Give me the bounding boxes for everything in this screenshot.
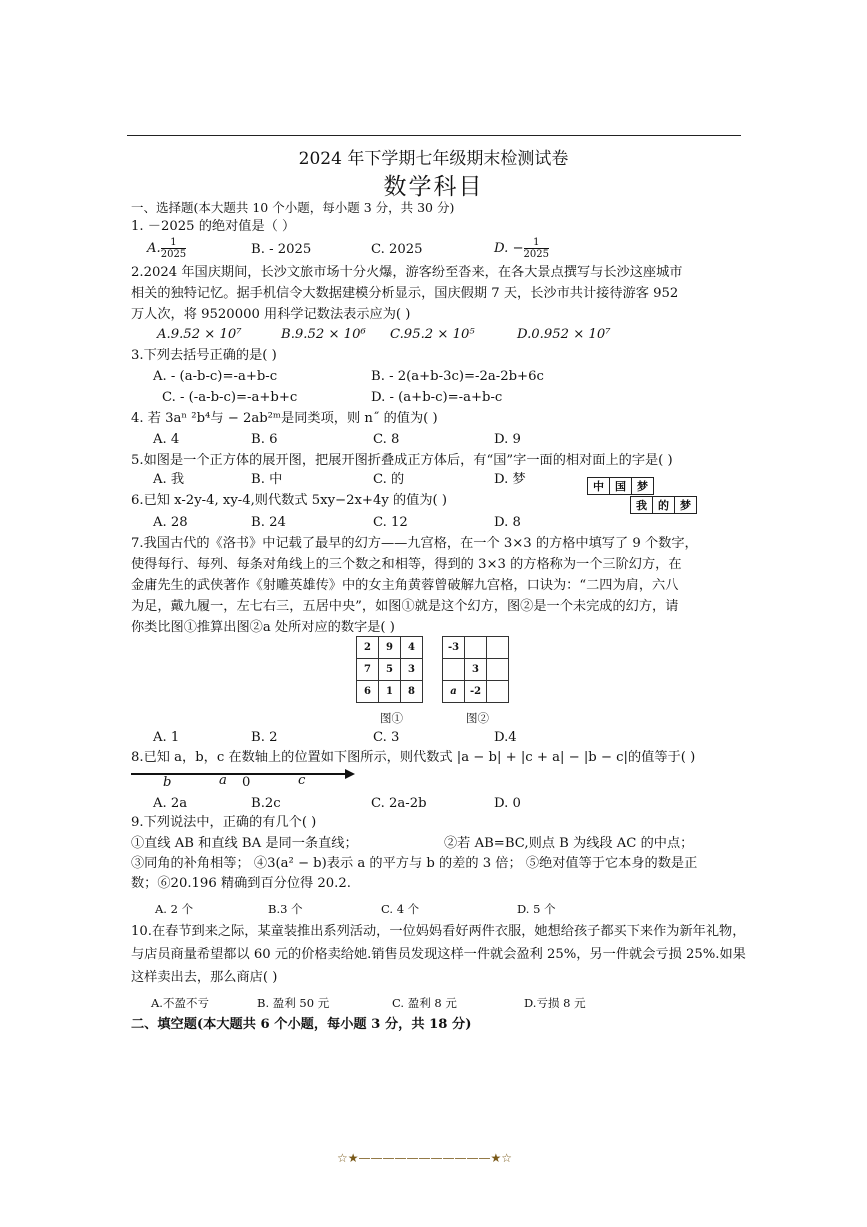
q9-option-b: B.3 个 (268, 902, 303, 916)
q7-line4: 为足，戴九履一，左七右三，五居中央”，如图①就是这个幻方，图②是一个未完成的幻方，请 (131, 599, 679, 614)
q5-option-d: D. 梦 (494, 472, 526, 487)
q10-option-b: B. 盈利 50 元 (257, 996, 330, 1010)
q3-option-a: A. - (a-b-c)=-a+b-c (153, 369, 278, 384)
q4-option-b: B. 6 (251, 432, 278, 447)
q4-option-c: C. 8 (373, 432, 400, 447)
q4-option-a: A. 4 (153, 432, 180, 447)
q8-option-d: D. 0 (494, 796, 521, 811)
ms2-cell-a: a (443, 681, 465, 703)
q1-option-a (147, 237, 186, 260)
q3-option-c: C. - (-a-b-c)=-a+b+c (162, 390, 298, 405)
q1-option-d (494, 237, 549, 260)
figure-1-label: 图① (380, 711, 403, 725)
cube-face-wo: 我 (631, 497, 653, 514)
ms1-cell: 5 (379, 659, 401, 681)
q2-option-b: B.9.52 × 10⁶ (281, 327, 366, 342)
header-rule (127, 135, 741, 136)
q9-stem: 9.下列说法中，正确的有几个( ) (131, 815, 317, 830)
q10-line3: 这样卖出去，那么商店( ) (131, 970, 278, 985)
q4-stem: 4. 若 3aⁿ ²b⁴与 − 2ab²ᵐ是同类项，则 n˝ 的值为( ) (131, 411, 438, 426)
q1-d-prefix: D. − (494, 241, 524, 256)
ms1-cell: 3 (401, 659, 423, 681)
q2-option-a: A.9.52 × 10⁷ (157, 327, 242, 342)
section2-heading: 二、填空题(本大题共 6 个小题，每小题 3 分，共 18 分) (131, 1017, 472, 1032)
cube-net-top (587, 477, 654, 495)
q5-option-b: B. 中 (251, 472, 283, 487)
q5-option-c: C. 的 (373, 472, 405, 487)
cube-face-meng-1: 梦 (632, 478, 654, 495)
q9-option-d: D. 5 个 (517, 902, 556, 916)
q2-option-d: D.0.952 × 10⁷ (517, 327, 611, 342)
q1-a-fraction (161, 237, 186, 260)
q1-a-num: 1 (161, 237, 186, 249)
q1-a-den: 2025 (160, 249, 187, 260)
ms2-cell: 3 (465, 659, 487, 681)
q10-line2: 与店员商量希望都以 60 元的价格卖给她.销售员发现这样一件就会盈利 25%，另一件就会亏损 25%.如果 (131, 947, 746, 962)
q7-line3: 金庸先生的武侠著作《射雕英雄传》中的女主角黄蓉曾破解九宫格，口诀为：“二四为肩，六八 (131, 578, 679, 593)
q8-option-b: B.2c (251, 796, 281, 811)
q9-statement-1: ①直线 AB 和直线 BA 是同一条直线； (131, 836, 358, 851)
ms2-cell (487, 659, 509, 681)
ms1-cell: 1 (379, 681, 401, 703)
magic-square-1 (356, 636, 423, 703)
q1-d-den: 2025 (523, 249, 549, 260)
q7-line5: 你类比图①推算出图②a 处所对应的数字是( ) (131, 620, 395, 635)
q6-option-d: D. 8 (494, 515, 521, 530)
q6-option-a: A. 28 (153, 515, 188, 530)
number-line-label-c: c (298, 773, 306, 788)
q7-line1: 7.我国古代的《洛书》中记载了最早的幻方——九宫格，在一个 3×3 的方格中填写了 9 个数字， (131, 536, 698, 551)
q9-option-c: C. 4 个 (381, 902, 420, 916)
number-line-label-zero: 0 (242, 775, 251, 790)
q3-option-d: D. - (a+b-c)=-a+b-c (371, 390, 503, 405)
q7-option-c: C. 3 (373, 730, 400, 745)
cube-face-guo: 国 (610, 478, 632, 495)
cube-face-zhong: 中 (588, 478, 610, 495)
ms2-cell (487, 637, 509, 659)
number-line-label-a: a (219, 773, 227, 788)
q10-option-d: D.亏损 8 元 (524, 996, 586, 1010)
cube-face-meng-2: 梦 (675, 497, 697, 514)
q7-line2: 使得每行、每列、每条对角线上的三个数之和相等，得到的 3×3 的方格称为一个三阶幻方，在 (131, 557, 682, 572)
section1-heading: 一、选择题(本大题共 10 个小题，每小题 3 分，共 30 分) (131, 200, 455, 215)
ms2-cell (465, 637, 487, 659)
q7-option-b: B. 2 (251, 730, 278, 745)
ms1-cell: 2 (357, 637, 379, 659)
q6-option-b: B. 24 (251, 515, 286, 530)
magic-square-2 (442, 636, 509, 703)
q1-d-num: 1 (524, 237, 549, 249)
ms1-cell: 4 (401, 637, 423, 659)
ms2-cell: -2 (465, 681, 487, 703)
q7-option-d: D.4 (494, 730, 517, 745)
ms1-cell: 8 (401, 681, 423, 703)
q2-option-c: C.95.2 × 10⁵ (390, 327, 475, 342)
q9-statement-6: 数；⑥20.196 精确到百分位得 20.2. (131, 876, 351, 891)
q2-line2: 相关的独特记忆。据手机信令大数据建模分析显示，国庆假期 7 天，长沙市共计接待游客 952 (131, 286, 679, 301)
q2-line3: 万人次，将 9520000 用科学记数法表示应为( ) (131, 307, 411, 322)
q1-option-c: C. 2025 (371, 242, 423, 257)
ms1-cell: 7 (357, 659, 379, 681)
exam-title: 2024 年下学期七年级期末检测试卷 (298, 149, 569, 169)
ms2-cell: -3 (443, 637, 465, 659)
q10-line1: 10.在春节到来之际，某童装推出系列活动，一位妈妈看好两件衣服，她想给孩子都买下来作为新年礼物， (131, 924, 746, 939)
cube-face-de: 的 (653, 497, 675, 514)
q8-stem: 8.已知 a，b，c 在数轴上的位置如下图所示，则代数式 |a − b| + |c + a| − |b − c|的值等于( ) (131, 750, 696, 765)
q1-option-b: B. - 2025 (251, 242, 312, 257)
number-line-arrow (345, 769, 355, 779)
number-line-label-b: b (163, 775, 172, 790)
q1-d-fraction (524, 237, 549, 260)
q10-option-a: A.不盈不亏 (151, 996, 209, 1010)
cube-net-bottom (630, 496, 697, 514)
q1-stem: 1. －2025 的绝对值是（ ） (131, 219, 296, 234)
q4-option-d: D. 9 (494, 432, 521, 447)
q6-option-c: C. 12 (373, 515, 408, 530)
q5-option-a: A. 我 (153, 472, 185, 487)
q10-option-c: C. 盈利 8 元 (392, 996, 457, 1010)
q7-option-a: A. 1 (153, 730, 180, 745)
footer-ornament: ☆★———————————★☆ (337, 1151, 513, 1165)
q9-statements-3-5: ③同角的补角相等； ④3(a² − b)表示 a 的平方与 b 的差的 3 倍； ⑤绝对值等于它本身的数是正 (131, 856, 698, 871)
q2-line1: 2.2024 年国庆期间，长沙文旅市场十分火爆，游客纷至沓来，在各大景点撰写与长沙这座城市 (131, 265, 683, 280)
q1-a-prefix: A. (147, 241, 161, 256)
q9-option-a: A. 2 个 (155, 902, 194, 916)
q3-stem: 3.下列去括号正确的是( ) (131, 348, 277, 363)
figure-2-label: 图② (466, 711, 489, 725)
subject-title: 数学科目 (383, 174, 484, 200)
ms2-cell (443, 659, 465, 681)
q3-option-b: B. - 2(a+b-3c)=-2a-2b+6c (371, 369, 544, 384)
ms1-cell: 9 (379, 637, 401, 659)
q8-option-c: C. 2a-2b (371, 796, 427, 811)
q8-option-a: A. 2a (153, 796, 188, 811)
q9-statement-2: ②若 AB=BC,则点 B 为线段 AC 的中点； (444, 836, 694, 851)
q5-stem: 5.如图是一个正方体的展开图，把展开图折叠成正方体后，有“国”字一面的相对面上的字是( ) (131, 453, 673, 468)
ms2-cell (487, 681, 509, 703)
q6-stem: 6.已知 x-2y-4, xy-4,则代数式 5xy−2x+4y 的值为( ) (131, 493, 448, 508)
ms1-cell: 6 (357, 681, 379, 703)
